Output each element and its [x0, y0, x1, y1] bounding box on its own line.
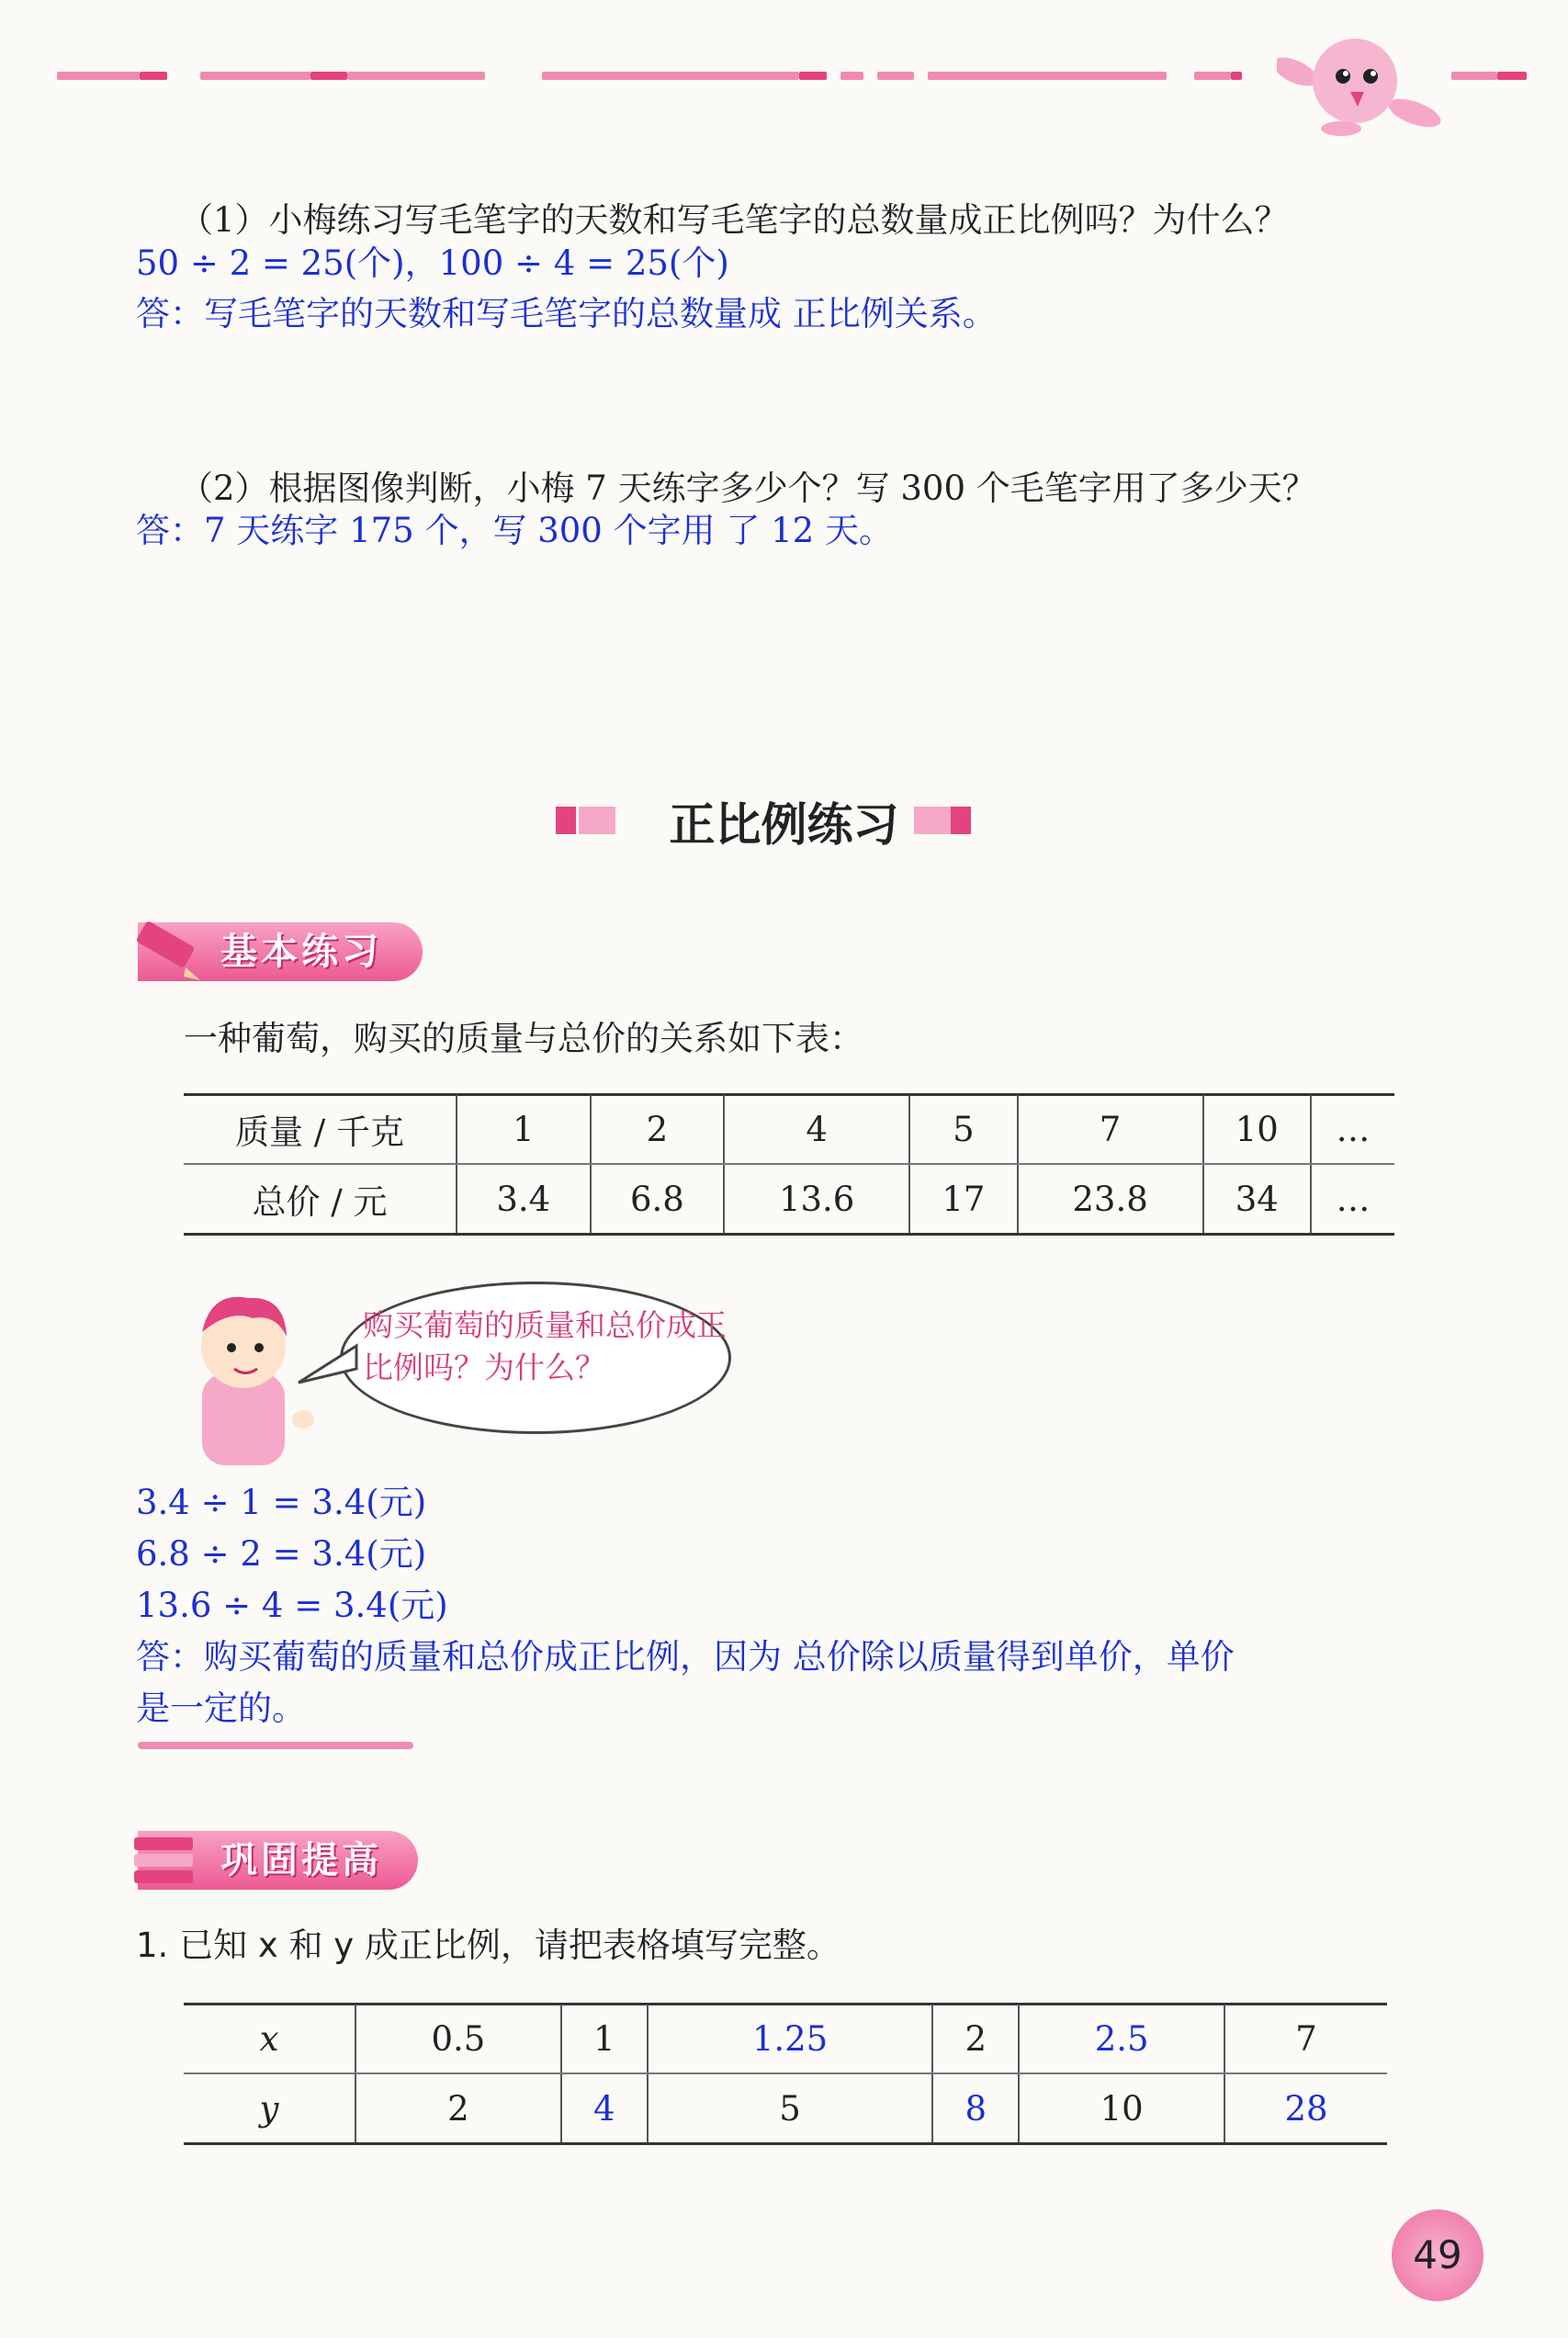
- x-cell: 2.5: [1019, 2005, 1224, 2073]
- exercise-1-prompt: 1. 已知 x 和 y 成正比例，请把表格填写完整。: [136, 1926, 840, 1965]
- y-cell: 5: [648, 2073, 932, 2144]
- weight-cell: …: [1311, 1095, 1394, 1164]
- price-header: 总价 / 元: [252, 1182, 388, 1222]
- weight-cell: 5: [909, 1095, 1017, 1164]
- x-cell: 2: [932, 2005, 1019, 2073]
- pencil-icon: [129, 914, 211, 988]
- bird-mascot-icon: [1277, 26, 1442, 154]
- table-row: [184, 2005, 1387, 2073]
- table-row: [184, 1095, 1394, 1164]
- divider-line: [138, 1742, 413, 1749]
- y-cell: 8: [932, 2073, 1019, 2144]
- speech-bubble-tail: [294, 1341, 358, 1387]
- answer-1-calculation: 50 ÷ 2 = 25(个)，100 ÷ 4 = 25(个): [136, 243, 729, 283]
- weight-cell: 4: [724, 1095, 909, 1164]
- y-cell: 4: [561, 2073, 648, 2144]
- grape-price-table: [184, 1095, 1394, 1236]
- question-1: （1）小梅练习写毛笔字的天数和写毛笔字的总数量成正比例吗？为什么？: [179, 200, 1289, 240]
- price-cell: …: [1311, 1164, 1394, 1235]
- y-cell: 10: [1019, 2073, 1224, 2144]
- price-cell: 6.8: [591, 1164, 725, 1235]
- weight-cell: 7: [1018, 1095, 1203, 1164]
- grape-calc-2: 6.8 ÷ 2 = 3.4(元): [136, 1534, 427, 1574]
- xy-table: [184, 2005, 1387, 2145]
- grape-answer-line-1: 答：购买葡萄的质量和总价成正比例，因为 总价除以质量得到单价，单价: [136, 1637, 1235, 1677]
- y-cell: 2: [355, 2073, 561, 2144]
- price-cell: 17: [909, 1164, 1017, 1235]
- y-cell: 28: [1224, 2073, 1387, 2144]
- title-square-right-light: [914, 807, 951, 834]
- title-square-right: [951, 807, 971, 834]
- x-cell: 1: [561, 2005, 648, 2073]
- price-cell: 3.4: [457, 1164, 591, 1235]
- section-title: 正比例练习: [669, 798, 899, 852]
- question-2: （2）根据图像判断，小梅 7 天练字多少个？写 300 个毛笔字用了多少天？: [179, 469, 1316, 508]
- price-cell: 34: [1203, 1164, 1311, 1235]
- price-cell: 23.8: [1018, 1164, 1203, 1235]
- table-row: [184, 1164, 1394, 1235]
- weight-header: 质量 / 千克: [184, 1095, 457, 1164]
- table-row: [184, 2073, 1387, 2144]
- answer-1-text: 答：写毛笔字的天数和写毛笔字的总数量成 正比例关系。: [136, 294, 997, 333]
- books-icon: [130, 1828, 204, 1892]
- answer-2-text: 答：7 天练字 175 个，写 300 个字用 了 12 天。: [136, 511, 893, 550]
- speech-bubble-text: 购买葡萄的质量和总价成正比例吗？为什么？: [363, 1307, 727, 1385]
- x-cell: 7: [1224, 2005, 1387, 2073]
- y-header: y: [259, 2088, 279, 2129]
- grape-calc-3: 13.6 ÷ 4 = 3.4(元): [136, 1586, 448, 1625]
- page-number: 49: [1392, 2209, 1483, 2301]
- weight-cell: 2: [591, 1095, 725, 1164]
- weight-cell: 10: [1203, 1095, 1311, 1164]
- weight-cell: 1: [457, 1095, 591, 1164]
- x-cell: 0.5: [355, 2005, 561, 2073]
- banner-consolidate-label: 巩固提高: [220, 1839, 382, 1881]
- grape-answer-line-2: 是一定的。: [136, 1689, 306, 1728]
- x-cell: 1.25: [648, 2005, 932, 2073]
- banner-basic-label: 基本练习: [220, 931, 382, 973]
- grape-intro: 一种葡萄，购买的质量与总价的关系如下表：: [184, 1019, 863, 1058]
- grape-calc-1: 3.4 ÷ 1 = 3.4(元): [136, 1483, 427, 1522]
- price-cell: 13.6: [724, 1164, 909, 1235]
- x-header: x: [184, 2005, 355, 2073]
